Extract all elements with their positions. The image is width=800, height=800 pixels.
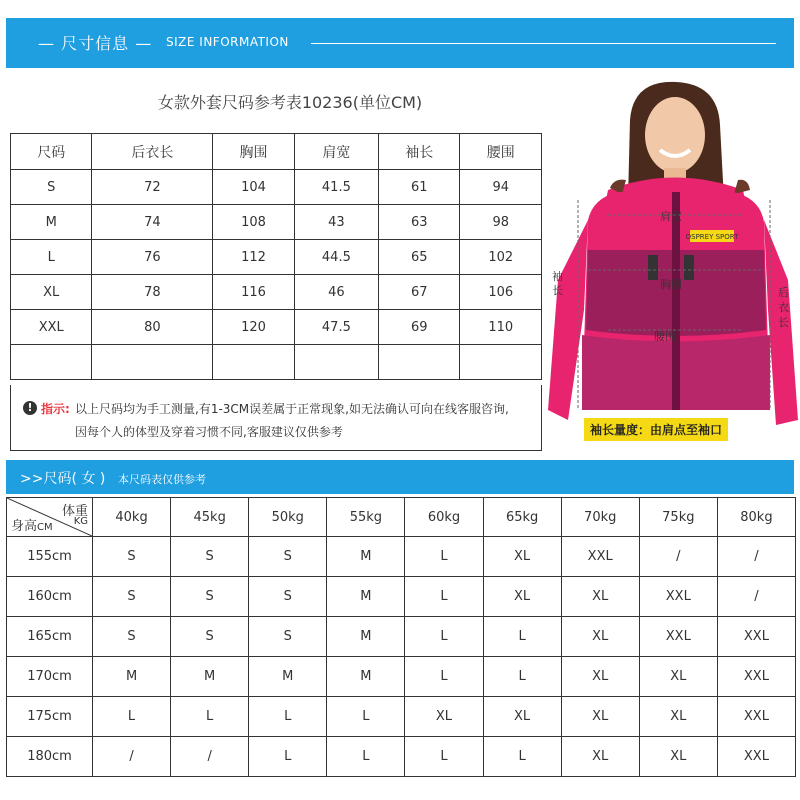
table-cell: M — [171, 657, 249, 697]
table-cell: 47.5 — [294, 310, 378, 345]
size-recommend-banner — [6, 460, 794, 494]
table-cell: 76 — [92, 240, 213, 275]
table-cell: 116 — [213, 275, 294, 310]
table-cell: XL — [561, 617, 639, 657]
table-cell: 65 — [378, 240, 459, 275]
corner-weight-label: 体重 — [61, 504, 88, 519]
table-cell: S — [171, 537, 249, 577]
table-cell: S — [171, 577, 249, 617]
table-cell: XL — [639, 697, 717, 737]
table-cell: 67 — [378, 275, 459, 310]
measurement-note — [10, 385, 542, 451]
table-cell: / — [717, 577, 795, 617]
shoulder-label: 肩宽 — [660, 210, 682, 223]
table-cell: XL — [405, 697, 483, 737]
table-row — [11, 240, 542, 275]
corner-cell — [7, 498, 93, 537]
table-cell: S — [93, 537, 171, 577]
table-cell: S — [93, 577, 171, 617]
note-label: 指示: — [41, 402, 70, 416]
table-cell: M — [11, 205, 92, 240]
table-cell: / — [93, 737, 171, 777]
table-row — [11, 170, 542, 205]
exclamation-icon: ! — [23, 401, 37, 415]
table-cell: 80 — [92, 310, 213, 345]
header-cell: 胸围 — [213, 134, 294, 170]
table-cell: XXL — [639, 577, 717, 617]
model-photo — [548, 80, 798, 455]
corner-weight-unit: KG — [73, 516, 88, 527]
table-cell: XL — [483, 577, 561, 617]
weight-header: 70kg — [561, 498, 639, 537]
table-cell — [92, 345, 213, 380]
table-row — [7, 617, 796, 657]
table-cell: 106 — [460, 275, 542, 310]
table-cell: M — [327, 577, 405, 617]
table-cell: 98 — [460, 205, 542, 240]
note-line-2: 因每个人的体型及穿着习惯不同,客服建议仅供参考 — [75, 425, 343, 439]
table-row — [11, 275, 542, 310]
table-cell: XL — [561, 737, 639, 777]
table-cell: 72 — [92, 170, 213, 205]
table-cell: XXL — [639, 617, 717, 657]
table-cell: L — [405, 577, 483, 617]
table-cell: 46 — [294, 275, 378, 310]
table-header-row — [11, 134, 542, 170]
header-cell: 腰围 — [460, 134, 542, 170]
weight-header: 75kg — [639, 498, 717, 537]
table-cell: L — [405, 617, 483, 657]
table-cell: 78 — [92, 275, 213, 310]
table-row — [7, 577, 796, 617]
table-cell: L — [249, 737, 327, 777]
table-cell: S — [249, 617, 327, 657]
banner-divider — [311, 43, 776, 44]
table-cell: XL — [639, 657, 717, 697]
table-cell: XXL — [717, 697, 795, 737]
table-cell: S — [11, 170, 92, 205]
table-cell: XXL — [11, 310, 92, 345]
table-cell: L — [249, 697, 327, 737]
sleeve-measure-note: 袖长量度：由肩点至袖口 — [584, 418, 728, 441]
table-cell: XXL — [561, 537, 639, 577]
table-row — [7, 737, 796, 777]
note-line-1: 以上尺码均为手工测量,有1-3CM误差属于正常现象,如无法确认可向在线客服咨询, — [75, 402, 509, 416]
band-title: >>尺码( 女 ) — [20, 471, 106, 487]
header-cell: 尺码 — [11, 134, 92, 170]
corner-height-label: 身高CM — [11, 519, 53, 534]
weight-header: 60kg — [405, 498, 483, 537]
size-info-banner — [6, 18, 794, 68]
weight-header: 45kg — [171, 498, 249, 537]
table-cell: M — [249, 657, 327, 697]
table-cell: XL — [483, 537, 561, 577]
table-cell: L — [405, 737, 483, 777]
table-row — [7, 697, 796, 737]
table-cell: XXL — [717, 657, 795, 697]
table-cell: XXL — [717, 737, 795, 777]
table-cell: 112 — [213, 240, 294, 275]
table-cell — [11, 345, 92, 380]
table-cell: 44.5 — [294, 240, 378, 275]
weight-header: 65kg — [483, 498, 561, 537]
table-cell: L — [11, 240, 92, 275]
table-cell — [213, 345, 294, 380]
brand-logo: OSPREY SPORT — [685, 233, 739, 241]
height-cell: 160cm — [7, 577, 93, 617]
table-cell: L — [405, 657, 483, 697]
table-cell: M — [327, 617, 405, 657]
table-cell: XL — [483, 697, 561, 737]
weight-header: 50kg — [249, 498, 327, 537]
table-row — [11, 345, 542, 380]
height-cell: 165cm — [7, 617, 93, 657]
table-cell: M — [93, 657, 171, 697]
height-cell: 180cm — [7, 737, 93, 777]
table-cell: L — [327, 697, 405, 737]
table-cell: S — [249, 577, 327, 617]
table-cell: 110 — [460, 310, 542, 345]
table-cell: L — [327, 737, 405, 777]
table-cell: S — [249, 537, 327, 577]
table-cell: S — [171, 617, 249, 657]
table-cell: / — [171, 737, 249, 777]
table-cell: 102 — [460, 240, 542, 275]
table-cell: XL — [561, 697, 639, 737]
header-cell: 后衣长 — [92, 134, 213, 170]
band-subtitle: 本尺码表仅供参考 — [118, 473, 206, 486]
table-row — [7, 537, 796, 577]
table-cell — [460, 345, 542, 380]
table-row — [11, 205, 542, 240]
weight-header: 40kg — [93, 498, 171, 537]
sleeve-label: 袖长 — [552, 270, 563, 297]
table-cell — [294, 345, 378, 380]
table-cell: L — [483, 617, 561, 657]
table-cell: XL — [561, 657, 639, 697]
table-cell: 61 — [378, 170, 459, 205]
banner-title-cn: — 尺寸信息 — — [38, 34, 153, 53]
table-cell: L — [483, 737, 561, 777]
table-cell: 94 — [460, 170, 542, 205]
table-cell: S — [93, 617, 171, 657]
table-cell: M — [327, 537, 405, 577]
table-cell: 69 — [378, 310, 459, 345]
table-cell: 41.5 — [294, 170, 378, 205]
size-chart-title: 女款外套尺码参考表10236(单位CM) — [157, 93, 423, 112]
table-cell: XL — [11, 275, 92, 310]
table-cell: XL — [639, 737, 717, 777]
table-cell: XL — [561, 577, 639, 617]
table-cell: / — [639, 537, 717, 577]
table-cell — [378, 345, 459, 380]
table-cell: M — [327, 657, 405, 697]
table-cell: 108 — [213, 205, 294, 240]
table-cell: XXL — [717, 617, 795, 657]
waist-label: 腰围 — [654, 330, 676, 343]
back-length-label: 后衣长 — [778, 286, 789, 329]
table-cell: 74 — [92, 205, 213, 240]
table-cell: 43 — [294, 205, 378, 240]
weight-header: 80kg — [717, 498, 795, 537]
table-cell: L — [93, 697, 171, 737]
table-cell: L — [171, 697, 249, 737]
header-cell: 袖长 — [378, 134, 459, 170]
model-illustration — [548, 80, 798, 455]
height-cell: 175cm — [7, 697, 93, 737]
table-cell: 104 — [213, 170, 294, 205]
table-cell: L — [483, 657, 561, 697]
table-header-row — [7, 498, 796, 537]
table-cell: 120 — [213, 310, 294, 345]
garment-size-table — [10, 133, 542, 380]
table-cell: 63 — [378, 205, 459, 240]
header-cell: 肩宽 — [294, 134, 378, 170]
table-cell: L — [405, 537, 483, 577]
table-row — [11, 310, 542, 345]
size-recommendation-table — [6, 497, 796, 777]
table-cell: / — [717, 537, 795, 577]
table-row — [7, 657, 796, 697]
height-cell: 155cm — [7, 537, 93, 577]
weight-header: 55kg — [327, 498, 405, 537]
chest-label: 胸围 — [660, 278, 682, 291]
banner-title-en: SIZE INFORMATION — [166, 35, 289, 49]
height-cell: 170cm — [7, 657, 93, 697]
